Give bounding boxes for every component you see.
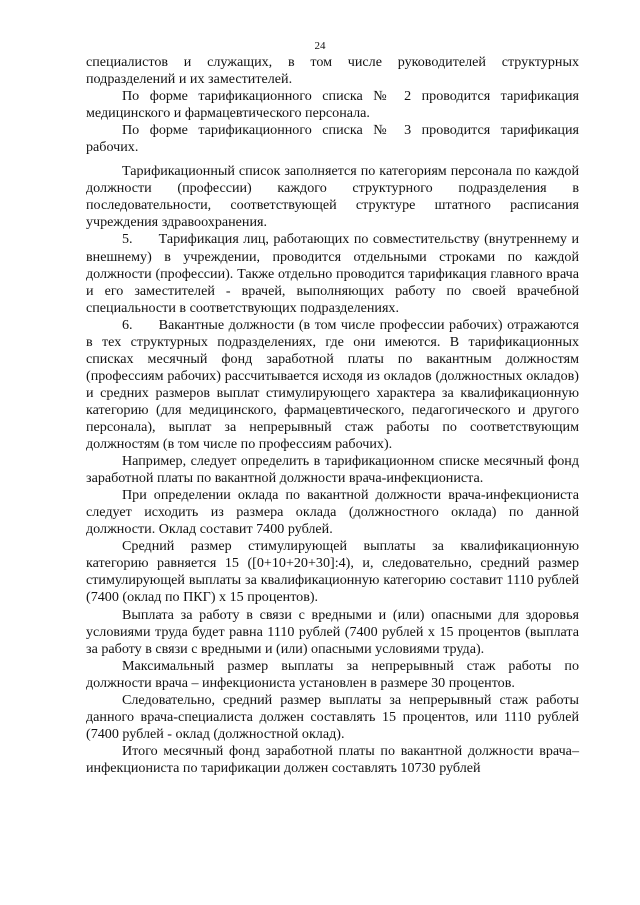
paragraph-13: Итого месячный фонд заработной платы по вакантной должности врача–инфекциониста по тарификации должен составлять 10730 рублей bbox=[86, 742, 579, 776]
item-text-5: Тарификация лиц, работающих по совместительству (внутреннему и внешнему) в учреждении, проводится отдельными строками по каждой должности (профессии). Также отдельно проводится тарификация главного врача и его заместителей - врачей, выполняющих работу по своей врачебной специальности в соответствующих подразделениях. bbox=[86, 231, 579, 316]
item-number-6: 6. bbox=[122, 316, 133, 333]
item-text-6: Вакантные должности (в том числе профессии рабочих) отражаются в тех структурных подразделениях, где они имеются. В тарификационных списках месячный фонд заработной платы по вакантным должностям (профессиям рабочих) рассчитывается исходя из окладов (должностных окладов) и средних размеров выплат стимулирующего характера за квалификационную категорию (для медицинского, фармацевтического, педагогического и другого персонала), выплат за непрерывный стаж работы по соответствующим должностям (в том числе по профессиям рабочих). bbox=[86, 316, 579, 453]
paragraph-8: При определении оклада по вакантной должности врача-инфекциониста следует исходить из размера оклада (должностного оклада) по данной должности. Оклад составит 7400 рублей. bbox=[86, 487, 579, 538]
document-body bbox=[86, 54, 579, 777]
paragraph-4: Тарификационный список заполняется по категориям персонала по каждой должности (профессии) каждого структурного подразделения в последовательности, соответствующей структуре штатного расписания учреждения здравоохранения. bbox=[86, 163, 579, 231]
paragraph-6 bbox=[86, 317, 579, 453]
paragraph-3: По форме тарификационного списка № 3 проводится тарификация рабочих. bbox=[86, 122, 579, 156]
page-number: 24 bbox=[314, 40, 326, 52]
paragraph-7: Например, следует определить в тарификационном списке месячный фонд заработной платы по вакантной должности врача-инфекциониста. bbox=[86, 453, 579, 487]
paragraph-5 bbox=[86, 231, 579, 316]
paragraph-2: По форме тарификационного списка № 2 проводится тарификация медицинского и фармацевтического персонала. bbox=[86, 88, 579, 122]
item-number-5: 5. bbox=[122, 231, 133, 248]
paragraph-10: Выплата за работу в связи с вредными и (или) опасными для здоровья условиями труда будет равна 1110 рублей (7400 рублей х 15 процентов (выплата за работу в связи с вредными и (или) опасными условиями труда). bbox=[86, 606, 579, 657]
paragraph-9: Средний размер стимулирующей выплаты за квалификационную категорию равняется 15 ([0+10+20+30]:4), и, следовательно, средний размер стимулирующей выплаты за квалификационную категорию составит 1110 рублей (7400 (оклад по ПКГ) х 15 процентов). bbox=[86, 538, 579, 606]
paragraph-11: Максимальный размер выплаты за непрерывный стаж работы по должности врача – инфекциониста установлен в размере 30 процентов. bbox=[86, 657, 579, 691]
paragraph-1: специалистов и служащих, в том числе руководителей структурных подразделений и их заместителей. bbox=[86, 54, 579, 88]
paragraph-12: Следовательно, средний размер выплаты за непрерывный стаж работы данного врача-специалиста должен составлять 15 процентов, или 1110 рублей (7400 рублей - оклад (должностной оклад). bbox=[86, 691, 579, 742]
